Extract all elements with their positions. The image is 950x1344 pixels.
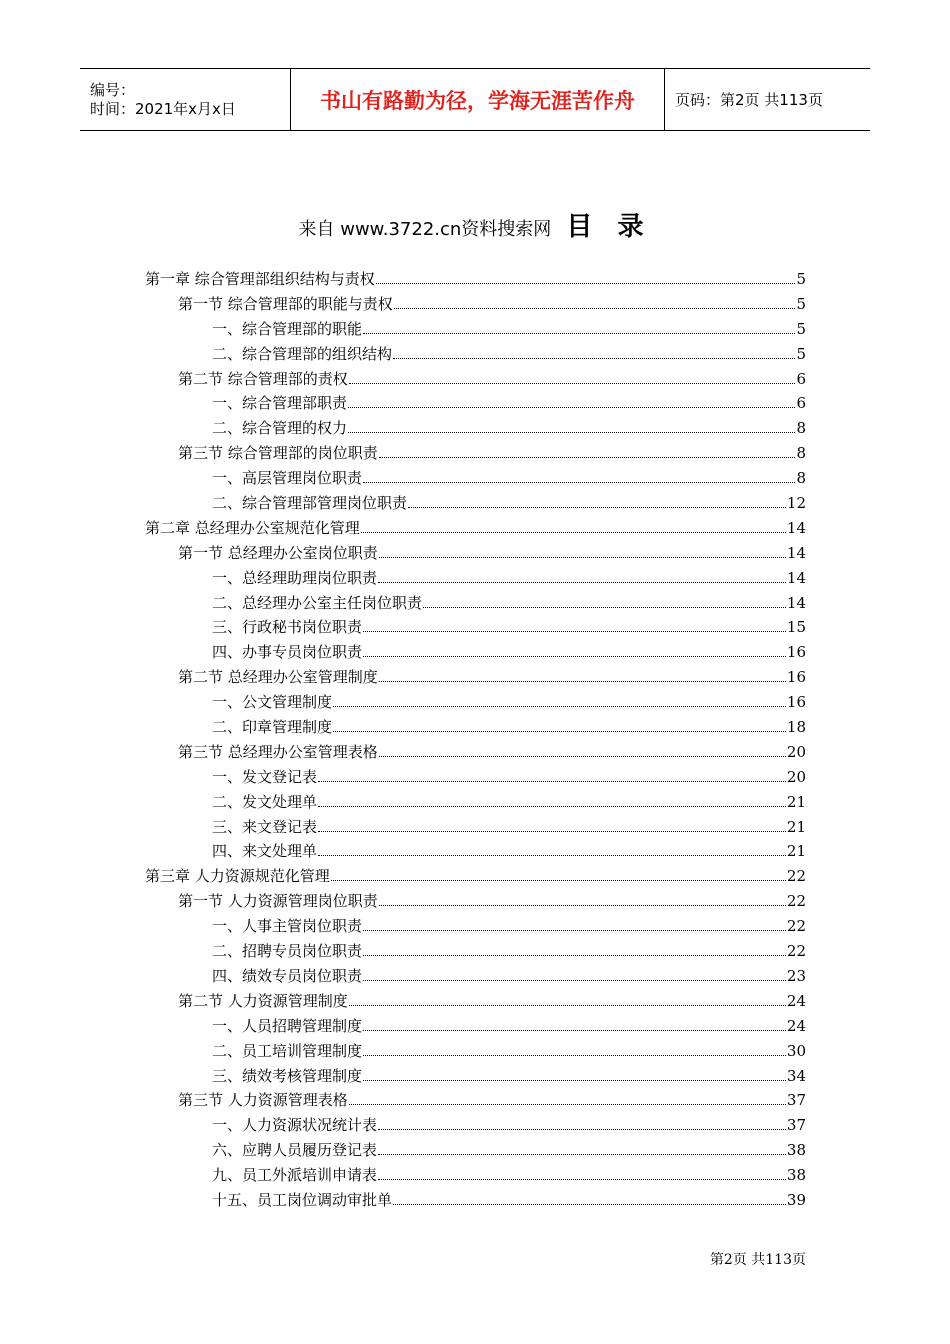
toc-dot-leader xyxy=(348,431,795,433)
toc-dot-leader xyxy=(363,1054,786,1056)
toc-entry-page: 8 xyxy=(796,419,806,438)
toc-entry-page: 37 xyxy=(786,1091,806,1110)
toc-dot-leader xyxy=(378,1153,786,1155)
toc-entry-page: 14 xyxy=(786,593,806,612)
toc-entry-page: 38 xyxy=(786,1141,806,1160)
toc-entry[interactable] xyxy=(145,716,806,741)
toc-dot-leader xyxy=(379,680,786,682)
toc-entry-page: 14 xyxy=(786,543,806,562)
toc-dot-leader xyxy=(394,307,796,309)
toc-dot-leader xyxy=(333,705,786,707)
toc-entry-label: 九、员工外派培训申请表 xyxy=(212,1166,378,1185)
toc-entry[interactable] xyxy=(145,343,806,368)
toc-entry-page: 14 xyxy=(786,568,806,587)
toc-entry[interactable] xyxy=(145,1065,806,1090)
toc-entry-page: 37 xyxy=(786,1116,806,1135)
toc-dot-leader xyxy=(378,1128,786,1130)
toc-dot-leader xyxy=(363,979,786,981)
toc-dot-leader xyxy=(363,954,786,956)
toc-entry-page: 22 xyxy=(786,942,806,961)
toc-dot-leader xyxy=(363,929,786,931)
toc-entry-label: 四、办事专员岗位职责 xyxy=(212,643,363,662)
toc-dot-leader xyxy=(318,830,786,832)
toc-entry-label: 第三节 综合管理部的岗位职责 xyxy=(178,444,378,463)
toc-entry-label: 二、发文处理单 xyxy=(212,792,318,811)
document-number-label: 编号： xyxy=(90,80,136,99)
toc-entry-label: 第一章 综合管理部组织结构与责权 xyxy=(145,270,375,288)
toc-entry-page: 5 xyxy=(796,270,806,288)
toc-entry[interactable] xyxy=(145,1040,806,1065)
toc-entry[interactable] xyxy=(145,915,806,940)
toc-entry[interactable] xyxy=(145,592,806,617)
toc-entry-label: 第一节 人力资源管理岗位职责 xyxy=(178,892,378,911)
toc-entry-page: 6 xyxy=(796,369,806,388)
toc-dot-leader xyxy=(318,854,786,856)
toc-entry-label: 二、印章管理制度 xyxy=(212,718,333,737)
toc-entry[interactable] xyxy=(145,268,806,293)
toc-dot-leader xyxy=(348,406,795,408)
toc-entry-page: 24 xyxy=(786,1016,806,1035)
toc-dot-leader xyxy=(379,556,786,558)
page-title: 目 录 xyxy=(566,212,652,242)
toc-entry[interactable] xyxy=(145,741,806,766)
toc-entry[interactable] xyxy=(145,293,806,318)
toc-entry-label: 第二章 总经理办公室规范化管理 xyxy=(145,518,360,537)
toc-entry-page: 5 xyxy=(796,344,806,363)
toc-entry[interactable] xyxy=(145,940,806,965)
toc-entry-label: 二、招聘专员岗位职责 xyxy=(212,942,363,961)
toc-entry[interactable] xyxy=(145,542,806,567)
toc-dot-leader xyxy=(349,1004,786,1006)
toc-entry[interactable] xyxy=(145,766,806,791)
toc-entry-page: 18 xyxy=(786,718,806,737)
toc-dot-leader xyxy=(333,730,786,732)
toc-entry-label: 一、人员招聘管理制度 xyxy=(212,1016,363,1035)
toc-entry-label: 一、公文管理制度 xyxy=(212,693,333,712)
header-meta xyxy=(80,69,291,130)
toc-entry-page: 23 xyxy=(786,966,806,985)
toc-entry[interactable] xyxy=(145,791,806,816)
toc-entry[interactable] xyxy=(145,840,806,865)
toc-entry-label: 一、综合管理部的职能 xyxy=(212,319,363,338)
toc-dot-leader xyxy=(379,755,786,757)
toc-entry-label: 第二节 综合管理部的责权 xyxy=(178,369,348,388)
toc-entry-page: 16 xyxy=(786,668,806,687)
toc-entry-label: 一、综合管理部职责 xyxy=(212,394,348,413)
toc-entry[interactable] xyxy=(145,417,806,442)
toc-entry-label: 三、行政秘书岗位职责 xyxy=(212,618,363,637)
toc-entry-page: 39 xyxy=(786,1190,806,1209)
toc-entry[interactable] xyxy=(145,865,806,890)
toc-dot-leader xyxy=(393,357,795,359)
toc-entry[interactable] xyxy=(145,691,806,716)
toc-entry-page: 38 xyxy=(786,1166,806,1185)
toc-entry[interactable] xyxy=(145,816,806,841)
toc-dot-leader xyxy=(331,879,786,881)
header-page-info: 页码：第2页 共113页 xyxy=(675,91,823,109)
toc-dot-leader xyxy=(378,581,786,583)
toc-entry-page: 8 xyxy=(796,469,806,488)
toc-dot-leader xyxy=(363,630,786,632)
toc-dot-leader xyxy=(361,531,786,533)
source-watermark-text: 来自 www.3722.cn资料搜索网 xyxy=(298,219,552,240)
toc-entry-label: 第一节 总经理办公室岗位职责 xyxy=(178,543,378,562)
table-of-contents xyxy=(145,268,806,1214)
toc-entry-label: 第三章 人力资源规范化管理 xyxy=(145,867,330,886)
toc-entry-label: 一、发文登记表 xyxy=(212,767,318,786)
toc-dot-leader xyxy=(349,382,796,384)
toc-entry-label: 一、高层管理岗位职责 xyxy=(212,469,363,488)
toc-entry-page: 22 xyxy=(786,917,806,936)
toc-entry[interactable] xyxy=(145,641,806,666)
toc-entry-label: 二、综合管理部管理岗位职责 xyxy=(212,494,408,513)
toc-entry[interactable] xyxy=(145,368,806,393)
toc-entry-label: 四、绩效专员岗位职责 xyxy=(212,966,363,985)
toc-dot-leader xyxy=(363,1029,786,1031)
toc-entry-label: 二、综合管理的权力 xyxy=(212,419,348,438)
toc-entry[interactable] xyxy=(145,492,806,517)
toc-entry[interactable] xyxy=(145,467,806,492)
header-motto: 书山有路勤为径，学海无涯苦作舟 xyxy=(291,69,665,130)
toc-dot-leader xyxy=(379,456,796,458)
toc-entry-label: 一、人事主管岗位职责 xyxy=(212,917,363,936)
toc-dot-leader xyxy=(423,606,786,608)
toc-entry-label: 二、综合管理部的组织结构 xyxy=(212,344,393,363)
toc-entry-page: 15 xyxy=(786,618,806,637)
toc-entry-label: 第三节 总经理办公室管理表格 xyxy=(178,742,378,761)
toc-entry-page: 5 xyxy=(796,294,806,313)
toc-dot-leader xyxy=(363,332,795,334)
toc-entry[interactable] xyxy=(145,442,806,467)
toc-dot-leader xyxy=(363,1079,786,1081)
toc-dot-leader xyxy=(376,282,796,284)
toc-entry[interactable] xyxy=(145,666,806,691)
toc-entry-page: 21 xyxy=(786,817,806,836)
toc-entry-page: 21 xyxy=(786,842,806,861)
toc-entry-page: 8 xyxy=(796,444,806,463)
toc-entry-label: 二、总经理办公室主任岗位职责 xyxy=(212,593,423,612)
toc-entry[interactable] xyxy=(145,1089,806,1114)
toc-entry-page: 30 xyxy=(786,1041,806,1060)
toc-dot-leader xyxy=(318,780,786,782)
toc-entry[interactable] xyxy=(145,616,806,641)
toc-entry-label: 第二节 总经理办公室管理制度 xyxy=(178,668,378,687)
page-footer: 第2页 共113页 xyxy=(709,1252,806,1268)
toc-entry-page: 34 xyxy=(786,1066,806,1085)
toc-dot-leader xyxy=(408,506,786,508)
toc-entry-label: 二、员工培训管理制度 xyxy=(212,1041,363,1060)
toc-entry-label: 三、绩效考核管理制度 xyxy=(212,1066,363,1085)
toc-entry-label: 一、总经理助理岗位职责 xyxy=(212,568,378,587)
toc-dot-leader xyxy=(363,655,786,657)
toc-dot-leader xyxy=(393,1203,786,1205)
toc-entry-label: 一、人力资源状况统计表 xyxy=(212,1116,378,1135)
document-date-label: 时间：2021年x月x日 xyxy=(90,99,236,118)
toc-entry[interactable] xyxy=(145,1015,806,1040)
toc-entry[interactable] xyxy=(145,965,806,990)
toc-dot-leader xyxy=(349,1103,786,1105)
toc-entry[interactable] xyxy=(145,392,806,417)
toc-dot-leader xyxy=(378,1178,786,1180)
page-header xyxy=(80,68,870,131)
toc-dot-leader xyxy=(318,805,786,807)
toc-entry[interactable] xyxy=(145,990,806,1015)
toc-entry-page: 12 xyxy=(786,494,806,513)
toc-dot-leader xyxy=(379,904,786,906)
toc-entry-label: 六、应聘人员履历登记表 xyxy=(212,1141,378,1160)
toc-entry-page: 6 xyxy=(796,394,806,413)
toc-entry-page: 5 xyxy=(796,319,806,338)
toc-entry-label: 四、来文处理单 xyxy=(212,842,318,861)
title-row xyxy=(0,206,950,243)
toc-entry-page: 21 xyxy=(786,792,806,811)
toc-entry-page: 20 xyxy=(786,767,806,786)
toc-entry-page: 24 xyxy=(786,991,806,1010)
toc-entry-label: 第二节 人力资源管理制度 xyxy=(178,991,348,1010)
toc-entry[interactable] xyxy=(145,1189,806,1214)
toc-entry-label: 第三节 人力资源管理表格 xyxy=(178,1091,348,1110)
toc-entry-page: 22 xyxy=(786,867,806,886)
toc-entry-label: 第一节 综合管理部的职能与责权 xyxy=(178,294,393,313)
toc-entry[interactable] xyxy=(145,567,806,592)
toc-entry[interactable] xyxy=(145,1114,806,1139)
toc-entry-page: 22 xyxy=(786,892,806,911)
toc-entry-label: 十五、员工岗位调动审批单 xyxy=(212,1190,393,1209)
toc-entry[interactable] xyxy=(145,890,806,915)
toc-entry-page: 16 xyxy=(786,693,806,712)
toc-entry-page: 16 xyxy=(786,643,806,662)
toc-entry[interactable] xyxy=(145,517,806,542)
toc-entry-page: 20 xyxy=(786,742,806,761)
toc-entry[interactable] xyxy=(145,318,806,343)
toc-dot-leader xyxy=(363,481,795,483)
toc-entry[interactable] xyxy=(145,1139,806,1164)
toc-entry-page: 14 xyxy=(786,518,806,537)
toc-entry[interactable] xyxy=(145,1164,806,1189)
toc-entry-label: 三、来文登记表 xyxy=(212,817,318,836)
